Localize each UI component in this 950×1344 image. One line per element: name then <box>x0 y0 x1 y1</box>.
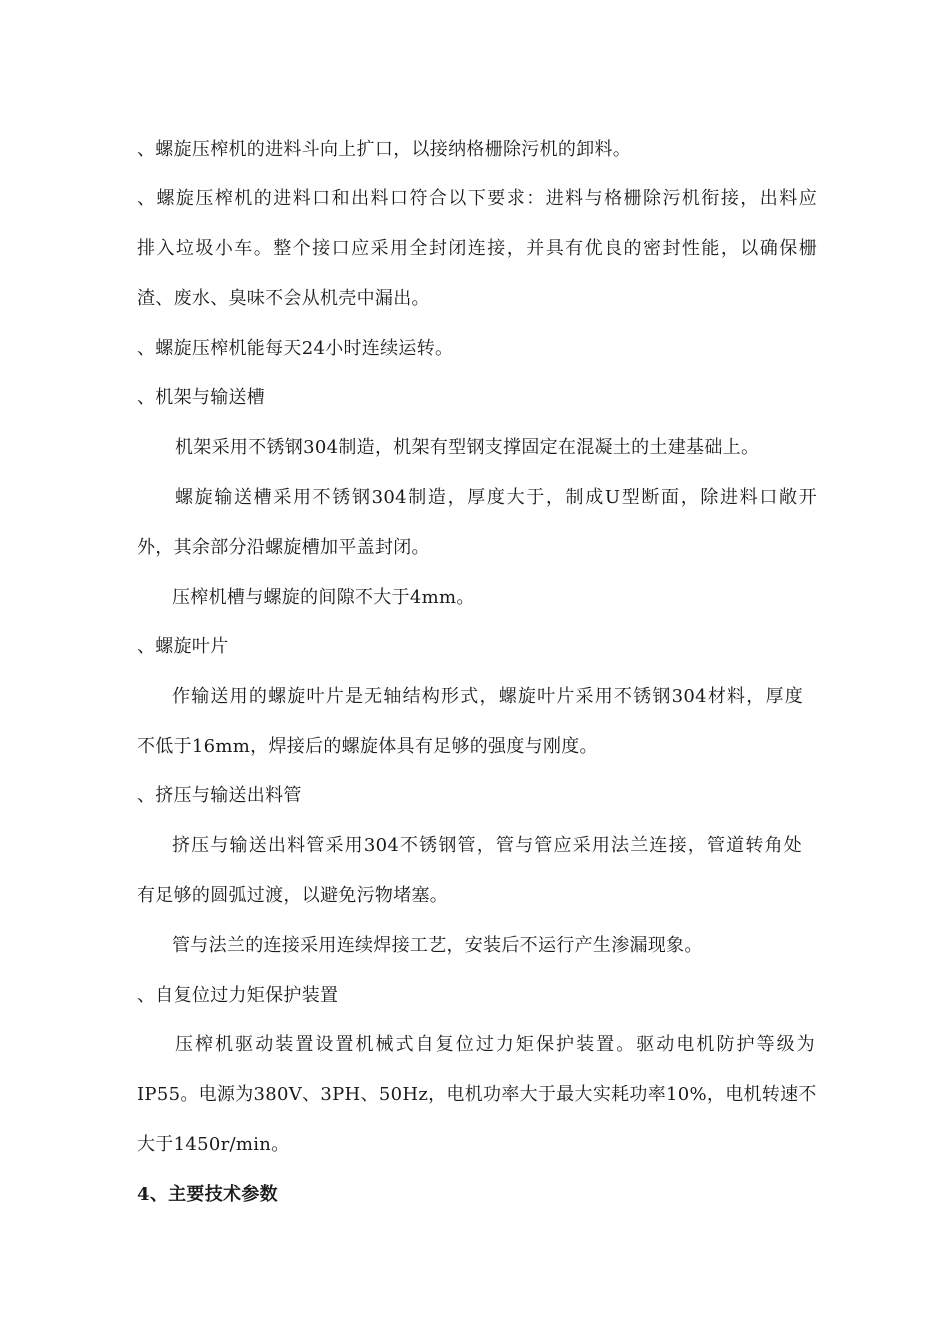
paragraph-line: IP55。电源为380V、3PH、50Hz，电机功率大于最大实耗功率10%，电机转速不 <box>137 1084 817 1105</box>
paragraph-line: 大于1450r/min。 <box>137 1134 290 1155</box>
paragraph-line: 不低于16mm，焊接后的螺旋体具有足够的强度与刚度。 <box>137 736 598 757</box>
section-heading: 、螺旋叶片 <box>137 636 229 657</box>
paragraph-line: 管与法兰的连接采用连续焊接工艺，安装后不运行产生渗漏现象。 <box>172 935 703 956</box>
paragraph-line: 压榨机驱动装置设置机械式自复位过力矩保护装置。驱动电机防护等级为 <box>175 1034 815 1055</box>
paragraph-line: 外，其余部分沿螺旋槽加平盖封闭。 <box>137 537 430 558</box>
section-heading: 、挤压与输送出料管 <box>137 785 302 806</box>
paragraph-line: 渣、废水、臭味不会从机壳中漏出。 <box>137 288 430 309</box>
paragraph-line: 有足够的圆弧过渡，以避免污物堵塞。 <box>137 885 449 906</box>
section-heading: 、机架与输送槽 <box>137 387 266 408</box>
paragraph-line: 机架采用不锈钢304制造，机架有型钢支撑固定在混凝土的土建基础上。 <box>175 437 760 458</box>
paragraph-line: 排入垃圾小车。整个接口应采用全封闭连接，并具有优良的密封性能，以确保栅 <box>137 238 817 259</box>
section-heading: 4、主要技术参数 <box>137 1184 278 1205</box>
paragraph-line: 、螺旋压榨机的进料斗向上扩口，以接纳格栅除污机的卸料。 <box>137 139 632 160</box>
paragraph-line: 挤压与输送出料管采用304不锈钢管，管与管应采用法兰连接，管道转角处 <box>172 835 802 856</box>
paragraph-line: 螺旋输送槽采用不锈钢304制造，厚度大于，制成U型断面，除进料口敞开 <box>175 487 817 508</box>
paragraph-line: 作输送用的螺旋叶片是无轴结构形式，螺旋叶片采用不锈钢304材料，厚度 <box>172 686 803 707</box>
paragraph-line: 、螺旋压榨机能每天24小时连续运转。 <box>137 338 454 359</box>
section-heading: 、自复位过力矩保护装置 <box>137 985 339 1006</box>
paragraph-line: 压榨机槽与螺旋的间隙不大于4mm。 <box>172 587 475 608</box>
paragraph-line: 、螺旋压榨机的进料口和出料口符合以下要求：进料与格栅除污机衔接，出料应 <box>137 188 817 209</box>
